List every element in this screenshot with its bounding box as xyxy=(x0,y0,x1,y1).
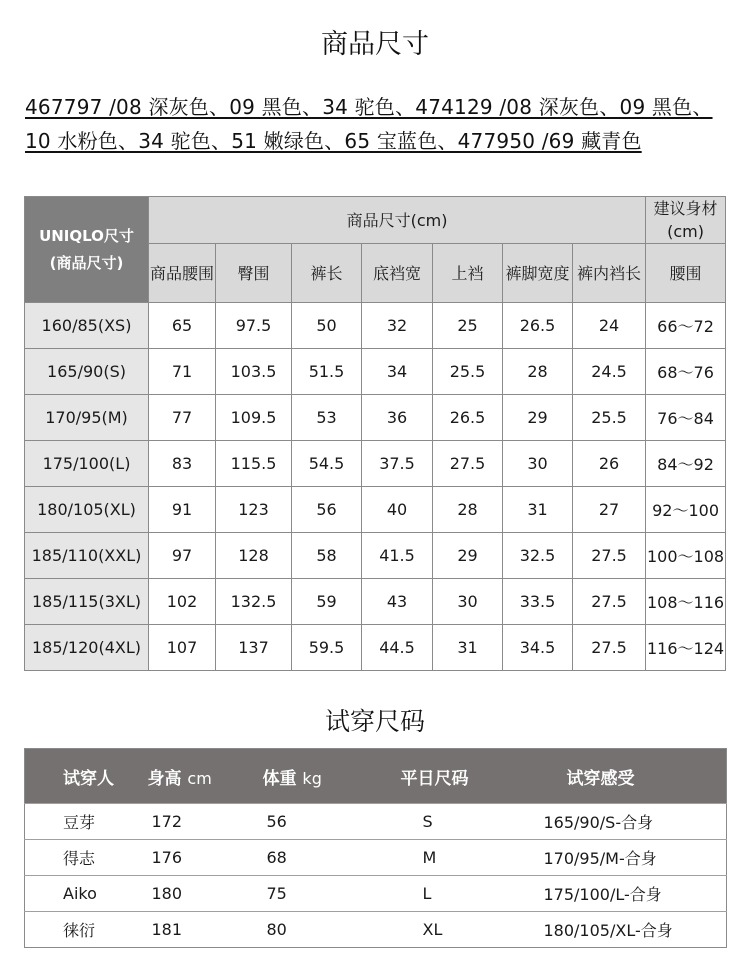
weight-cell: 75 xyxy=(263,876,383,912)
size-value-cell: 31 xyxy=(433,625,503,671)
size-value-cell: 77 xyxy=(149,395,216,441)
size-value-cell: 83 xyxy=(149,441,216,487)
fit-feeling-cell: 170/95/M-合身 xyxy=(530,840,727,876)
size-value-cell: 44.5 xyxy=(362,625,433,671)
size-table-row xyxy=(25,579,726,625)
fit-header-feeling: 试穿感受 xyxy=(530,749,727,804)
size-value-cell: 30 xyxy=(503,441,573,487)
size-value-cell: 34 xyxy=(362,349,433,395)
size-value-cell: 30 xyxy=(433,579,503,625)
size-table-row xyxy=(25,349,726,395)
size-value-cell: 26 xyxy=(573,441,646,487)
fit-table-row xyxy=(25,840,727,876)
size-value-cell: 29 xyxy=(433,533,503,579)
size-value-cell: 128 xyxy=(216,533,292,579)
size-value-cell: 68～76 xyxy=(646,349,726,395)
fit-feeling-cell: 165/90/S-合身 xyxy=(530,804,727,840)
col-header-body-waist: 腰围 xyxy=(646,244,726,303)
size-value-cell: 34.5 xyxy=(503,625,573,671)
size-label-cell: 185/115(3XL) xyxy=(25,579,149,625)
tester-name-cell: 豆芽 xyxy=(25,804,148,840)
size-value-cell: 51.5 xyxy=(292,349,362,395)
size-value-cell: 91 xyxy=(149,487,216,533)
size-table-row xyxy=(25,441,726,487)
col-header-inseam: 裤内裆长 xyxy=(573,244,646,303)
size-value-cell: 29 xyxy=(503,395,573,441)
col-header-hem-width: 裤脚宽度 xyxy=(503,244,573,303)
size-table-corner-header xyxy=(25,197,149,303)
product-codes-link[interactable]: 467797 /08 深灰色、09 黑色、34 驼色、474129 /08 深灰色、09 黑色、10 水粉色、34 驼色、51 嫩绿色、65 宝蓝色、477950 /69 藏青色 xyxy=(25,95,713,153)
product-size-group-header: 商品尺寸(cm) xyxy=(149,197,646,244)
col-header-rise: 上裆 xyxy=(433,244,503,303)
size-value-cell: 27.5 xyxy=(433,441,503,487)
size-value-cell: 56 xyxy=(292,487,362,533)
fit-header-usual-size: 平日尺码 xyxy=(383,749,530,804)
size-table-row xyxy=(25,487,726,533)
fit-table-row xyxy=(25,912,727,948)
fit-table-row xyxy=(25,804,727,840)
size-value-cell: 53 xyxy=(292,395,362,441)
col-header-hip: 臀围 xyxy=(216,244,292,303)
size-value-cell: 116～124 xyxy=(646,625,726,671)
size-value-cell: 28 xyxy=(433,487,503,533)
size-value-cell: 24 xyxy=(573,303,646,349)
size-value-cell: 103.5 xyxy=(216,349,292,395)
size-value-cell: 58 xyxy=(292,533,362,579)
size-value-cell: 33.5 xyxy=(503,579,573,625)
fit-header-height xyxy=(148,749,263,804)
size-value-cell: 76～84 xyxy=(646,395,726,441)
size-value-cell: 132.5 xyxy=(216,579,292,625)
weight-cell: 80 xyxy=(263,912,383,948)
size-label-cell: 160/85(XS) xyxy=(25,303,149,349)
usual-size-cell: S xyxy=(383,804,530,840)
fit-feeling-cell: 175/100/L-合身 xyxy=(530,876,727,912)
size-label-cell: 185/110(XXL) xyxy=(25,533,149,579)
size-value-cell: 25 xyxy=(433,303,503,349)
size-value-cell: 92～100 xyxy=(646,487,726,533)
size-table-row xyxy=(25,625,726,671)
size-value-cell: 27.5 xyxy=(573,579,646,625)
size-value-cell: 36 xyxy=(362,395,433,441)
tester-name-cell: 徕衍 xyxy=(25,912,148,948)
size-label-cell: 175/100(L) xyxy=(25,441,149,487)
fit-header-tester: 试穿人 xyxy=(25,749,148,804)
size-value-cell: 25.5 xyxy=(433,349,503,395)
size-value-cell: 115.5 xyxy=(216,441,292,487)
size-table-row xyxy=(25,395,726,441)
height-cell: 172 xyxy=(148,804,263,840)
height-cell: 181 xyxy=(148,912,263,948)
height-unit: cm xyxy=(187,768,212,788)
size-value-cell: 54.5 xyxy=(292,441,362,487)
size-value-cell: 102 xyxy=(149,579,216,625)
size-table xyxy=(24,196,726,671)
size-table-row xyxy=(25,303,726,349)
usual-size-cell: XL xyxy=(383,912,530,948)
fit-table xyxy=(24,748,727,948)
height-cell: 180 xyxy=(148,876,263,912)
size-value-cell: 109.5 xyxy=(216,395,292,441)
size-value-cell: 108～116 xyxy=(646,579,726,625)
size-value-cell: 27.5 xyxy=(573,625,646,671)
height-cell: 176 xyxy=(148,840,263,876)
size-value-cell: 27.5 xyxy=(573,533,646,579)
size-value-cell: 71 xyxy=(149,349,216,395)
size-value-cell: 59.5 xyxy=(292,625,362,671)
size-label-cell: 180/105(XL) xyxy=(25,487,149,533)
fit-header-weight xyxy=(263,749,383,804)
size-value-cell: 43 xyxy=(362,579,433,625)
size-value-cell: 65 xyxy=(149,303,216,349)
size-value-cell: 24.5 xyxy=(573,349,646,395)
size-value-cell: 97 xyxy=(149,533,216,579)
size-value-cell: 31 xyxy=(503,487,573,533)
tester-name-cell: 得志 xyxy=(25,840,148,876)
body-size-label-line1: 建议身材 xyxy=(653,199,718,218)
col-header-waist: 商品腰围 xyxy=(149,244,216,303)
body-size-group-header xyxy=(646,197,726,244)
size-value-cell: 25.5 xyxy=(573,395,646,441)
size-value-cell: 32.5 xyxy=(503,533,573,579)
size-value-cell: 32 xyxy=(362,303,433,349)
weight-label: 体重 xyxy=(262,768,297,789)
size-value-cell: 59 xyxy=(292,579,362,625)
body-size-label-line2: (cm) xyxy=(667,222,704,241)
size-label-cell: 185/120(4XL) xyxy=(25,625,149,671)
size-value-cell: 137 xyxy=(216,625,292,671)
size-value-cell: 27 xyxy=(573,487,646,533)
fit-feeling-cell: 180/105/XL-合身 xyxy=(530,912,727,948)
size-value-cell: 84～92 xyxy=(646,441,726,487)
size-value-cell: 107 xyxy=(149,625,216,671)
size-table-row xyxy=(25,533,726,579)
size-value-cell: 41.5 xyxy=(362,533,433,579)
size-value-cell: 26.5 xyxy=(503,303,573,349)
size-value-cell: 28 xyxy=(503,349,573,395)
corner-label-line2: (商品尺寸) xyxy=(49,253,124,272)
size-value-cell: 50 xyxy=(292,303,362,349)
size-value-cell: 37.5 xyxy=(362,441,433,487)
usual-size-cell: L xyxy=(383,876,530,912)
corner-label-line1: UNIQLO尺寸 xyxy=(39,226,134,245)
size-value-cell: 100～108 xyxy=(646,533,726,579)
col-header-crotch-width: 底裆宽 xyxy=(362,244,433,303)
fit-table-row xyxy=(25,876,727,912)
size-value-cell: 26.5 xyxy=(433,395,503,441)
weight-unit: kg xyxy=(302,768,322,788)
height-label: 身高 xyxy=(147,768,182,789)
usual-size-cell: M xyxy=(383,840,530,876)
page-title: 商品尺寸 xyxy=(321,29,429,60)
size-value-cell: 66～72 xyxy=(646,303,726,349)
fit-section-title: 试穿尺码 xyxy=(324,707,425,736)
weight-cell: 56 xyxy=(263,804,383,840)
size-value-cell: 97.5 xyxy=(216,303,292,349)
size-label-cell: 170/95(M) xyxy=(25,395,149,441)
weight-cell: 68 xyxy=(263,840,383,876)
size-value-cell: 123 xyxy=(216,487,292,533)
col-header-length: 裤长 xyxy=(292,244,362,303)
tester-name-cell: Aiko xyxy=(25,876,148,912)
size-value-cell: 40 xyxy=(362,487,433,533)
size-label-cell: 165/90(S) xyxy=(25,349,149,395)
